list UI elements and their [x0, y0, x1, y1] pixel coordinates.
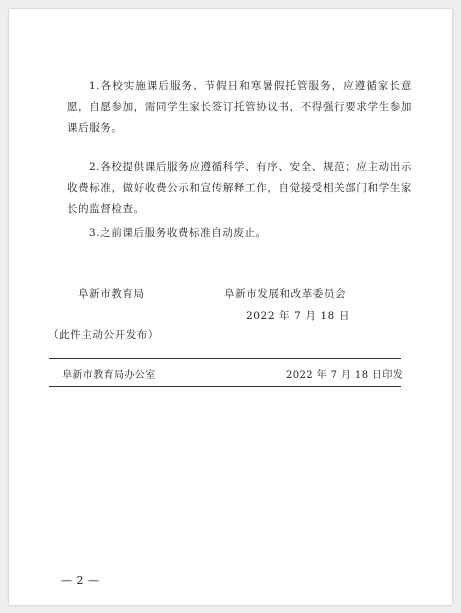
paragraph-3: 3.之前课后服务收费标准自动废止。 [89, 227, 267, 239]
signature-date: 2022 年 7 月 18 日 [246, 310, 350, 322]
paragraph-2: 2.各校提供课后服务应遵循科学、有序、安全、规范；应主动出示收费标准，做好收费公示和宣传解释工作，自觉接受相关部门和学生家长的监督检查。 [67, 161, 412, 215]
paragraph-1: 1.各校实施课后服务、节假日和寒暑假托管服务，应遵循家长意愿，自愿参加，需同学生家长签订托管协议书，不得强行要求学生参加课后服务。 [67, 80, 412, 134]
page-number: — 2 — [61, 574, 100, 587]
footer-print-date: 2022 年 7 月 18 日印发 [286, 370, 404, 381]
signatory-education-bureau: 阜新市教育局 [78, 288, 145, 300]
footer-issuing-office: 阜新市教育局办公室 [62, 370, 156, 381]
public-release-note: （此件主动公开发布） [48, 329, 159, 341]
footer-rule-bottom [49, 386, 401, 387]
signatory-development-reform-commission: 阜新市发展和改革委员会 [224, 288, 347, 300]
document-page [9, 9, 452, 605]
footer-rule-top [49, 358, 401, 359]
